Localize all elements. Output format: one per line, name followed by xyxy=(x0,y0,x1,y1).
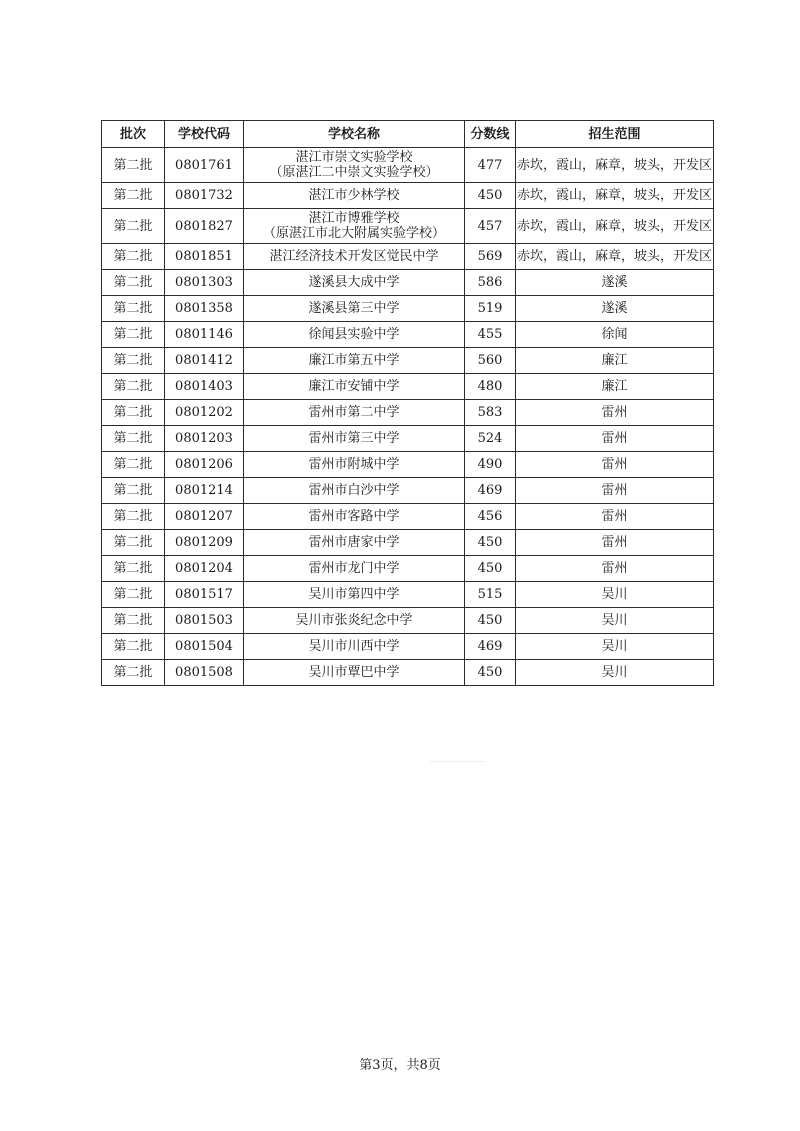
school-name-line: （原湛江二中崇文实验学校） xyxy=(269,165,439,180)
cell-enrollment-scope: 赤坎，霞山，麻章，坡头，开发区 xyxy=(516,244,714,270)
cell-school-name xyxy=(244,426,465,452)
cell-enrollment-scope: 赤坎，霞山，麻章，坡头，开发区 xyxy=(516,183,714,209)
table-row xyxy=(102,148,714,183)
cell-enrollment-scope: 遂溪 xyxy=(516,296,714,322)
school-name-line: 吴川市张炎纪念中学 xyxy=(295,613,413,628)
school-name-line: 雷州市客路中学 xyxy=(308,509,400,524)
cell-score-line: 583 xyxy=(465,400,516,426)
cell-enrollment-scope: 廉江 xyxy=(516,348,714,374)
school-name-line: （原湛江市北大附属实验学校） xyxy=(262,226,445,241)
cell-score-line: 524 xyxy=(465,426,516,452)
header-batch: 批次 xyxy=(102,121,165,148)
cell-batch: 第二批 xyxy=(102,556,165,582)
cell-score-line: 469 xyxy=(465,478,516,504)
cell-score-line: 469 xyxy=(465,634,516,660)
table-row xyxy=(102,608,714,634)
cell-batch: 第二批 xyxy=(102,660,165,686)
cell-school-code: 0801517 xyxy=(165,582,244,608)
table-row xyxy=(102,556,714,582)
table-row xyxy=(102,348,714,374)
cell-school-code: 0801761 xyxy=(165,148,244,183)
cell-score-line: 450 xyxy=(465,530,516,556)
cell-enrollment-scope: 雷州 xyxy=(516,426,714,452)
cell-batch: 第二批 xyxy=(102,183,165,209)
cell-school-name xyxy=(244,530,465,556)
cell-enrollment-scope: 徐闻 xyxy=(516,322,714,348)
cell-score-line: 586 xyxy=(465,270,516,296)
table-row xyxy=(102,426,714,452)
cell-batch: 第二批 xyxy=(102,209,165,244)
cell-enrollment-scope: 雷州 xyxy=(516,530,714,556)
cell-school-name xyxy=(244,322,465,348)
cell-school-code: 0801303 xyxy=(165,270,244,296)
table-row xyxy=(102,374,714,400)
cell-school-name xyxy=(244,183,465,209)
cell-batch: 第二批 xyxy=(102,608,165,634)
cell-enrollment-scope: 雷州 xyxy=(516,556,714,582)
school-name-line: 雷州市白沙中学 xyxy=(308,483,400,498)
cell-school-code: 0801851 xyxy=(165,244,244,270)
cell-enrollment-scope: 廉江 xyxy=(516,374,714,400)
header-score-line: 分数线 xyxy=(465,121,516,148)
cell-score-line: 560 xyxy=(465,348,516,374)
cell-score-line: 519 xyxy=(465,296,516,322)
cell-school-code: 0801732 xyxy=(165,183,244,209)
cell-school-code: 0801202 xyxy=(165,400,244,426)
school-name-line: 廉江市安铺中学 xyxy=(308,379,400,394)
header-enrollment-scope: 招生范围 xyxy=(516,121,714,148)
table-row xyxy=(102,209,714,244)
cell-school-name xyxy=(244,348,465,374)
cell-score-line: 515 xyxy=(465,582,516,608)
school-name-line: 雷州市唐家中学 xyxy=(308,535,400,550)
table-row xyxy=(102,296,714,322)
cell-school-code: 0801504 xyxy=(165,634,244,660)
cell-school-name xyxy=(244,582,465,608)
cell-school-code: 0801209 xyxy=(165,530,244,556)
school-name-line: 雷州市第三中学 xyxy=(308,431,400,446)
header-school-code: 学校代码 xyxy=(165,121,244,148)
cell-enrollment-scope: 吴川 xyxy=(516,582,714,608)
school-name-line: 遂溪县大成中学 xyxy=(308,275,400,290)
cell-school-name xyxy=(244,478,465,504)
cell-enrollment-scope: 雷州 xyxy=(516,504,714,530)
cell-batch: 第二批 xyxy=(102,244,165,270)
page-number: 第3页，共8页 xyxy=(359,1058,441,1073)
cell-school-name xyxy=(244,209,465,244)
cell-score-line: 480 xyxy=(465,374,516,400)
cell-batch: 第二批 xyxy=(102,452,165,478)
faint-mark xyxy=(430,761,484,762)
cell-school-code: 0801827 xyxy=(165,209,244,244)
cell-school-code: 0801146 xyxy=(165,322,244,348)
cell-enrollment-scope: 雷州 xyxy=(516,478,714,504)
table-row xyxy=(102,530,714,556)
cell-school-name xyxy=(244,556,465,582)
cell-school-code: 0801214 xyxy=(165,478,244,504)
school-name-line: 徐闻县实验中学 xyxy=(308,327,400,342)
cell-score-line: 490 xyxy=(465,452,516,478)
table-row xyxy=(102,504,714,530)
cell-school-name xyxy=(244,148,465,183)
cell-school-name xyxy=(244,608,465,634)
cell-school-code: 0801412 xyxy=(165,348,244,374)
cell-school-name xyxy=(244,296,465,322)
table-row xyxy=(102,183,714,209)
cell-school-name xyxy=(244,374,465,400)
cell-enrollment-scope: 雷州 xyxy=(516,400,714,426)
cell-school-name xyxy=(244,400,465,426)
cell-school-code: 0801207 xyxy=(165,504,244,530)
cell-score-line: 477 xyxy=(465,148,516,183)
cell-score-line: 456 xyxy=(465,504,516,530)
school-name-line: 湛江市博雅学校 xyxy=(308,211,400,226)
cell-batch: 第二批 xyxy=(102,270,165,296)
admission-score-table xyxy=(101,120,714,686)
school-name-line: 湛江市少林学校 xyxy=(308,188,400,203)
cell-enrollment-scope: 遂溪 xyxy=(516,270,714,296)
table-row xyxy=(102,270,714,296)
cell-enrollment-scope: 雷州 xyxy=(516,452,714,478)
school-name-line: 吴川市覃巴中学 xyxy=(308,665,400,680)
table-row xyxy=(102,400,714,426)
cell-batch: 第二批 xyxy=(102,530,165,556)
school-name-line: 湛江经济技术开发区觉民中学 xyxy=(269,249,439,264)
cell-school-name xyxy=(244,452,465,478)
table-row xyxy=(102,660,714,686)
cell-batch: 第二批 xyxy=(102,296,165,322)
cell-school-code: 0801358 xyxy=(165,296,244,322)
table-row xyxy=(102,322,714,348)
cell-score-line: 450 xyxy=(465,556,516,582)
cell-enrollment-scope: 赤坎，霞山，麻章，坡头，开发区 xyxy=(516,148,714,183)
school-name-line: 雷州市附城中学 xyxy=(308,457,400,472)
cell-score-line: 450 xyxy=(465,183,516,209)
cell-batch: 第二批 xyxy=(102,400,165,426)
cell-enrollment-scope: 吴川 xyxy=(516,608,714,634)
cell-batch: 第二批 xyxy=(102,348,165,374)
cell-enrollment-scope: 吴川 xyxy=(516,634,714,660)
school-name-line: 湛江市崇文实验学校 xyxy=(295,150,413,165)
cell-school-name xyxy=(244,270,465,296)
cell-school-code: 0801508 xyxy=(165,660,244,686)
cell-batch: 第二批 xyxy=(102,148,165,183)
table-row xyxy=(102,582,714,608)
cell-score-line: 450 xyxy=(465,660,516,686)
cell-score-line: 457 xyxy=(465,209,516,244)
cell-batch: 第二批 xyxy=(102,426,165,452)
school-name-line: 吴川市川西中学 xyxy=(308,639,400,654)
table-row xyxy=(102,478,714,504)
cell-school-name xyxy=(244,504,465,530)
school-name-line: 遂溪县第三中学 xyxy=(308,301,400,316)
school-name-line: 廉江市第五中学 xyxy=(308,353,400,368)
cell-school-name xyxy=(244,634,465,660)
cell-score-line: 569 xyxy=(465,244,516,270)
school-name-line: 吴川市第四中学 xyxy=(308,587,400,602)
header-school-name: 学校名称 xyxy=(244,121,465,148)
cell-school-code: 0801204 xyxy=(165,556,244,582)
cell-score-line: 450 xyxy=(465,608,516,634)
cell-score-line: 455 xyxy=(465,322,516,348)
cell-batch: 第二批 xyxy=(102,582,165,608)
school-name-line: 雷州市第二中学 xyxy=(308,405,400,420)
cell-batch: 第二批 xyxy=(102,322,165,348)
table-body xyxy=(102,148,714,686)
cell-batch: 第二批 xyxy=(102,634,165,660)
cell-school-name xyxy=(244,244,465,270)
cell-school-code: 0801206 xyxy=(165,452,244,478)
school-name-line: 雷州市龙门中学 xyxy=(308,561,400,576)
cell-school-name xyxy=(244,660,465,686)
table-header-row xyxy=(102,121,714,148)
cell-school-code: 0801203 xyxy=(165,426,244,452)
table-row xyxy=(102,244,714,270)
cell-school-code: 0801503 xyxy=(165,608,244,634)
cell-batch: 第二批 xyxy=(102,374,165,400)
table-row xyxy=(102,452,714,478)
cell-batch: 第二批 xyxy=(102,478,165,504)
table-row xyxy=(102,634,714,660)
cell-batch: 第二批 xyxy=(102,504,165,530)
cell-enrollment-scope: 吴川 xyxy=(516,660,714,686)
cell-school-code: 0801403 xyxy=(165,374,244,400)
cell-enrollment-scope: 赤坎，霞山，麻章，坡头，开发区 xyxy=(516,209,714,244)
